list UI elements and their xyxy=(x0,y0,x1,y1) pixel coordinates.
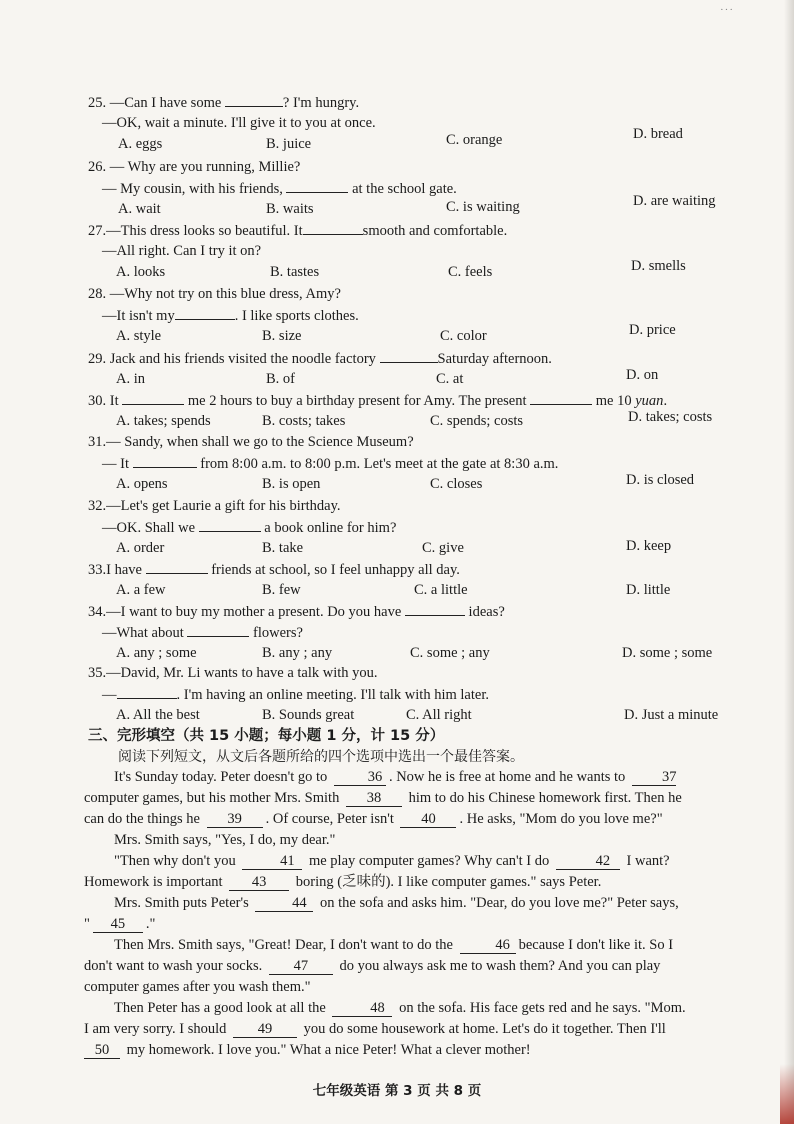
answer-blank[interactable] xyxy=(405,601,465,616)
question-35: 35.—David, Mr. Li wants to have a talk with you. — . I'm having an online meeting. I'll talk with him later. A. All the best B. Sounds great C. All right D. Just a minute xyxy=(88,663,748,726)
question-25: 25. —Can I have some ? I'm hungry. —OK, wait a minute. I'll give it to you at once. A. eggs B. juice C. orange D. bread xyxy=(88,92,748,155)
answer-blank[interactable] xyxy=(286,178,348,193)
answer-blank[interactable] xyxy=(146,559,208,574)
option-d[interactable]: D. keep xyxy=(626,538,672,554)
option-d[interactable]: D. price xyxy=(629,322,676,338)
answer-blank[interactable] xyxy=(199,517,261,532)
cloze-blank-44[interactable]: 44 xyxy=(255,895,313,912)
section-instruction: 阅读下列短文，从文后各题所给的四个选项中选出一个最佳答案。 xyxy=(118,749,524,765)
option-d[interactable]: D. is closed xyxy=(626,472,695,488)
option-c[interactable]: C. is waiting xyxy=(446,199,520,215)
option-a[interactable]: A. looks xyxy=(116,264,166,280)
cloze-blank-43[interactable]: 43 xyxy=(229,874,289,891)
passage-line: computer games, but his mother Mrs. Smith 38 him to do his Chinese homework first. Then he xyxy=(84,790,682,806)
question-30: 30. It me 2 hours to buy a birthday present for Amy. The present me 10 yuan. A. takes; spends B. costs; takes C. spends; costs D. takes; costs xyxy=(88,390,748,432)
question-31: 31.— Sandy, when shall we go to the Science Museum? — It from 8:00 a.m. to 8:00 p.m. Let's meet at the gate at 8:30 a.m. A. opens B. is open C. closes D. is closed xyxy=(88,432,748,495)
answer-blank[interactable] xyxy=(530,390,592,405)
option-c[interactable]: C. orange xyxy=(446,132,503,148)
option-d[interactable]: D. on xyxy=(626,367,659,383)
question-27: 27.—This dress looks so beautiful. It smooth and comfortable. —All right. Can I try it on? A. looks B. tastes C. feels D. smells xyxy=(88,220,748,283)
option-c[interactable]: C. at xyxy=(436,371,464,387)
option-a[interactable]: A. a few xyxy=(116,582,166,598)
option-d[interactable]: D. smells xyxy=(631,258,686,274)
cloze-blank-48[interactable]: 48 xyxy=(332,1000,392,1017)
option-d[interactable]: D. bread xyxy=(633,126,683,142)
question-29: 29. Jack and his friends visited the noodle factory Saturday afternoon. A. in B. of C. at D. on xyxy=(88,348,748,390)
option-b[interactable]: B. costs; takes xyxy=(262,413,346,429)
corner-mark: ··· xyxy=(720,4,734,16)
currency-word: yuan xyxy=(635,393,664,409)
cloze-blank-40[interactable]: 40 xyxy=(400,811,456,828)
cloze-blank-37[interactable]: 37 xyxy=(632,769,676,786)
option-d[interactable]: D. takes; costs xyxy=(628,409,713,425)
option-b[interactable]: B. take xyxy=(262,540,304,556)
passage-line: It's Sunday today. Peter doesn't go to 36 . Now he is free at home and he wants to 37 xyxy=(114,769,677,785)
option-c[interactable]: C. closes xyxy=(430,476,483,492)
cloze-blank-50[interactable]: 50 xyxy=(84,1042,120,1059)
cloze-blank-49[interactable]: 49 xyxy=(233,1021,297,1038)
passage-line: can do the things he 39 . Of course, Peter isn't 40 . He asks, "Mom do you love me?" xyxy=(84,811,663,827)
option-c[interactable]: C. All right xyxy=(406,707,472,723)
option-b[interactable]: B. waits xyxy=(266,201,314,217)
answer-blank[interactable] xyxy=(117,684,177,699)
option-b[interactable]: B. any ; any xyxy=(262,645,333,661)
option-b[interactable]: B. Sounds great xyxy=(262,707,355,723)
section-title: 三、完形填空（共 15 小题；每小题 1 分，计 15 分） xyxy=(88,728,445,744)
passage-line: "Then why don't you 41 me play computer games? Why can't I do 42 I want? xyxy=(114,853,670,869)
answer-blank[interactable] xyxy=(303,220,363,235)
option-b[interactable]: B. few xyxy=(262,582,301,598)
passage-line: Then Peter has a good look at all the 48 on the sofa. His face gets red and he says. "Mom. xyxy=(114,1000,686,1016)
cloze-blank-39[interactable]: 39 xyxy=(207,811,263,828)
option-c[interactable]: C. spends; costs xyxy=(430,413,524,429)
option-b[interactable]: B. is open xyxy=(262,476,321,492)
option-a[interactable]: A. order xyxy=(116,540,165,556)
option-a[interactable]: A. All the best xyxy=(116,707,200,723)
passage-line: computer games after you wash them." xyxy=(84,979,311,995)
question-26: 26. — Why are you running, Millie? — My cousin, with his friends, at the school gate. A. wait B. waits C. is waiting D. are waiting xyxy=(88,157,748,220)
option-b[interactable]: B. size xyxy=(262,328,302,344)
question-28: 28. —Why not try on this blue dress, Amy? —It isn't my . I like sports clothes. A. style B. size C. color D. price xyxy=(88,284,748,347)
option-d[interactable]: D. Just a minute xyxy=(624,707,719,723)
option-c[interactable]: C. color xyxy=(440,328,487,344)
option-c[interactable]: C. feels xyxy=(448,264,493,280)
passage-line: 50 my homework. I love you." What a nice Peter! What a clever mother! xyxy=(84,1040,740,1061)
answer-blank[interactable] xyxy=(175,305,235,320)
option-c[interactable]: C. some ; any xyxy=(410,645,490,661)
option-c[interactable]: C. give xyxy=(422,540,464,556)
cloze-passage xyxy=(84,767,740,1061)
question-32: 32.—Let's get Laurie a gift for his birthday. —OK. Shall we a book online for him? A. order B. take C. give D. keep xyxy=(88,496,748,559)
answer-blank[interactable] xyxy=(225,92,283,107)
option-a[interactable]: A. wait xyxy=(118,201,161,217)
option-a[interactable]: A. style xyxy=(116,328,162,344)
page-footer: 七年级英语 第 3 页 共 8 页 xyxy=(312,1083,482,1099)
option-a[interactable]: A. takes; spends xyxy=(116,413,211,429)
passage-line: Mrs. Smith puts Peter's 44 on the sofa and asks him. "Dear, do you love me?" Peter says, xyxy=(114,895,679,911)
cloze-blank-47[interactable]: 47 xyxy=(269,958,333,975)
passage-line: don't want to wash your socks. 47 do you always ask me to wash them? And you can play xyxy=(84,958,661,974)
passage-line: Homework is important 43 boring (乏味的). I like computer games." says Peter. xyxy=(84,874,602,890)
option-b[interactable]: B. of xyxy=(266,371,295,387)
answer-blank[interactable] xyxy=(122,390,184,405)
option-b[interactable]: B. juice xyxy=(266,136,312,152)
cloze-blank-41[interactable]: 41 xyxy=(242,853,302,870)
option-d[interactable]: D. some ; some xyxy=(622,645,713,661)
option-a[interactable]: A. opens xyxy=(116,476,168,492)
option-d[interactable]: D. little xyxy=(626,582,671,598)
passage-line: Mrs. Smith says, "Yes, I do, my dear." xyxy=(114,832,336,848)
cloze-blank-46[interactable]: 46 xyxy=(460,937,516,954)
option-b[interactable]: B. tastes xyxy=(270,264,320,280)
answer-blank[interactable] xyxy=(380,348,438,363)
passage-line: Then Mrs. Smith says, "Great! Dear, I don't want to do the 46 because I don't like it. So I xyxy=(114,937,674,953)
option-a[interactable]: A. in xyxy=(116,371,145,387)
cloze-blank-36[interactable]: 36 xyxy=(334,769,386,786)
option-c[interactable]: C. a little xyxy=(414,582,468,598)
cloze-blank-38[interactable]: 38 xyxy=(346,790,402,807)
passage-line: I am very sorry. I should 49 you do some housework at home. Let's do it together. Then I'll xyxy=(84,1021,666,1037)
cloze-blank-45[interactable]: 45 xyxy=(93,916,143,933)
scan-shadow xyxy=(784,0,794,1124)
answer-blank[interactable] xyxy=(133,453,197,468)
passage-line: " 45 ." xyxy=(84,916,156,932)
question-34: 34.—I want to buy my mother a present. Do you have ideas? —What about flowers? A. any ; some B. any ; any C. some ; any D. some ; some xyxy=(88,601,748,664)
cloze-blank-42[interactable]: 42 xyxy=(556,853,620,870)
question-33: 33.I have friends at school, so I feel unhappy all day. A. a few B. few C. a little D. little xyxy=(88,559,748,601)
option-a[interactable]: A. eggs xyxy=(118,136,163,152)
option-d[interactable]: D. are waiting xyxy=(633,193,716,209)
option-a[interactable]: A. any ; some xyxy=(116,645,197,661)
answer-blank[interactable] xyxy=(187,622,249,637)
